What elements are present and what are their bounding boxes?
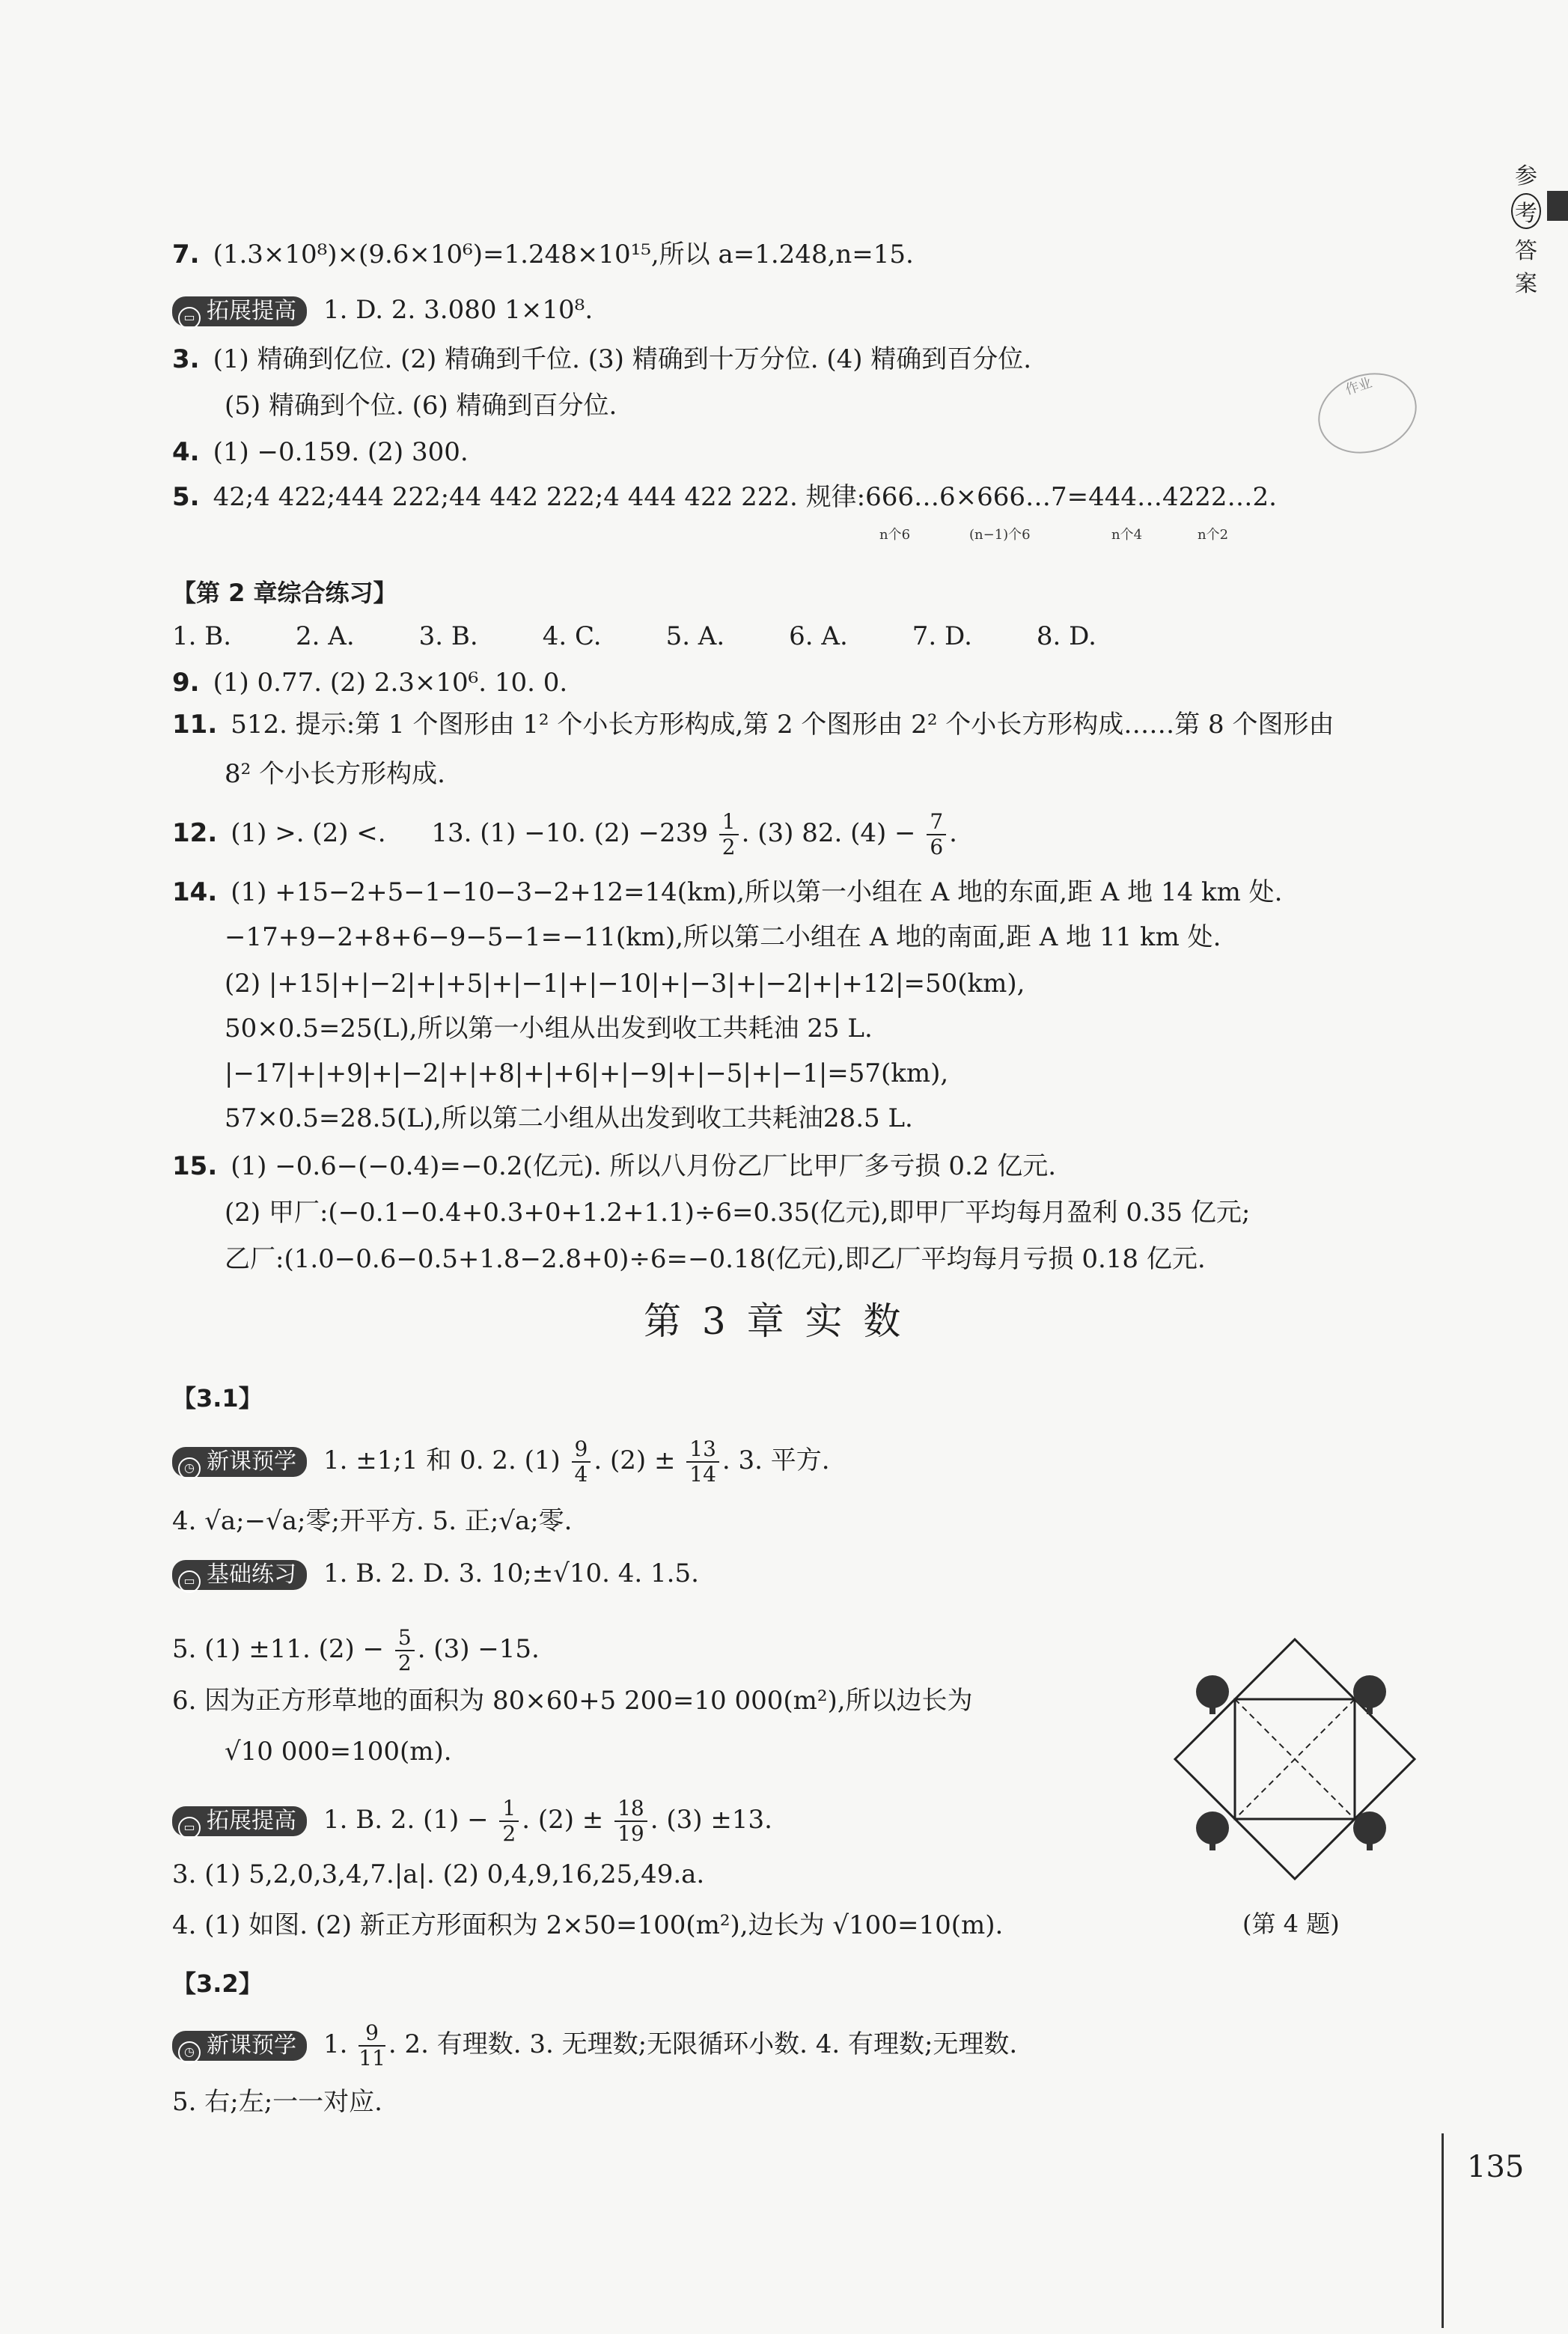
answer-text: . (2) ± bbox=[522, 1805, 604, 1835]
brace-label: n个4 bbox=[1111, 527, 1143, 543]
mc-answer: 1. B. bbox=[172, 621, 232, 651]
tree-icon bbox=[1353, 1675, 1386, 1714]
answer-text: . 2. 有理数. 3. 无理数;无限循环小数. 4. 有理数;无理数. bbox=[388, 2029, 1018, 2059]
q-number: 12. bbox=[172, 818, 218, 848]
numerator: 7 bbox=[927, 810, 946, 835]
answer-text: 1. B. 2. (1) − bbox=[323, 1805, 489, 1835]
answer-text: (1) +15−2+5−1−10−3−2+12=14(km),所以第一小组在 A 地的东面,距 A 地 14 km 处. bbox=[231, 877, 1283, 907]
answer-14b: −17+9−2+8+6−9−5−1=−11(km),所以第二小组在 A 地的南面,距 A 地 11 km 处. bbox=[225, 922, 1221, 952]
tag-label: 新课预学 bbox=[207, 2032, 296, 2059]
answer-text: 1. D. 2. 3.080 1×10⁸. bbox=[323, 295, 594, 325]
answer-14f: 57×0.5=28.5(L),所以第二小组从出发到收工共耗油28.5 L. bbox=[225, 1103, 913, 1133]
section-heading-ch2: 【第 2 章综合练习】 bbox=[172, 579, 397, 607]
answer-7 bbox=[172, 238, 914, 271]
numerator: 18 bbox=[614, 1797, 647, 1822]
page-number: 135 bbox=[1467, 2150, 1525, 2184]
fraction bbox=[927, 810, 946, 859]
fraction bbox=[395, 1626, 415, 1675]
denominator: 2 bbox=[397, 1651, 412, 1675]
square-figure bbox=[1168, 1632, 1422, 1886]
answer-14d: 50×0.5=25(L),所以第一小组从出发到收工共耗油 25 L. bbox=[225, 1014, 873, 1043]
tuozhan-row-4: 4. (1) 如图. (2) 新正方形面积为 2×50=100(m²),边长为 √100=10(m). bbox=[172, 1910, 1004, 1940]
figure-caption: (第 4 题) bbox=[1242, 1910, 1340, 1938]
denominator: 14 bbox=[689, 1462, 716, 1487]
q-number: 4. bbox=[172, 437, 200, 467]
mc-answer: 6. A. bbox=[789, 621, 848, 651]
section-tag bbox=[172, 296, 307, 326]
numerator: 5 bbox=[395, 1626, 415, 1651]
tag-label: 新课预学 bbox=[207, 1448, 296, 1475]
section-tag bbox=[172, 2031, 307, 2061]
q-number: 14. bbox=[172, 877, 218, 907]
section-tag bbox=[172, 1560, 307, 1590]
numerator: 1 bbox=[719, 810, 739, 835]
book-icon: ▭ bbox=[178, 307, 201, 329]
jichu-row-6b: √10 000=100(m). bbox=[225, 1737, 452, 1767]
tag-label: 拓展提高 bbox=[207, 1808, 296, 1834]
fraction bbox=[499, 1797, 519, 1846]
fraction bbox=[614, 1797, 647, 1846]
answer-text: 42;4 422;444 222;44 442 222;4 444 422 222. 规律:666…6×666…7=444…4222…2. bbox=[213, 482, 1277, 512]
fraction bbox=[686, 1437, 719, 1487]
clock-icon: ◷ bbox=[178, 2041, 201, 2064]
book-icon: ▭ bbox=[178, 1570, 201, 1593]
mc-answer: 2. A. bbox=[296, 621, 355, 651]
tag-label: 基础练习 bbox=[207, 1561, 296, 1588]
answer-text: 512. 提示:第 1 个图形由 1² 个小长方形构成,第 2 个图形由 2² 个小长方形构成……第 8 个图形由 bbox=[231, 710, 1334, 740]
xinke-row-1 bbox=[172, 1437, 830, 1487]
side-char: 答 bbox=[1515, 238, 1537, 264]
answer-14a bbox=[172, 876, 1282, 909]
chapter-title: 第 3 章 实 数 bbox=[644, 1299, 906, 1343]
denominator: 11 bbox=[359, 2046, 385, 2071]
mc-answer: 4. C. bbox=[542, 621, 602, 651]
q-number: 15. bbox=[172, 1151, 218, 1181]
answer-11a bbox=[172, 708, 1334, 741]
answer-3b: (5) 精确到个位. (6) 精确到百分位. bbox=[225, 391, 617, 421]
denominator: 19 bbox=[617, 1821, 644, 1846]
answer-3a bbox=[172, 343, 1031, 376]
book-icon: ▭ bbox=[178, 1817, 201, 1839]
q-number: 3. bbox=[172, 344, 200, 374]
answer-text: 5. (1) ±11. (2) − bbox=[172, 1634, 385, 1664]
q-number: 9. bbox=[172, 668, 200, 698]
page-divider bbox=[1442, 2133, 1444, 2328]
numerator: 13 bbox=[686, 1437, 719, 1463]
xinke-3-2-row-2: 5. 右;左;一一对应. bbox=[172, 2087, 382, 2117]
numerator: 9 bbox=[572, 1437, 591, 1463]
answer-text: . (2) ± bbox=[594, 1445, 676, 1475]
xinke-row-2: 4. √a;−√a;零;开平方. 5. 正;√a;零. bbox=[172, 1506, 573, 1536]
denominator: 6 bbox=[930, 835, 944, 859]
jichu-row-1 bbox=[172, 1557, 699, 1590]
fraction bbox=[572, 1437, 591, 1487]
jichu-row-6a: 6. 因为正方形草地的面积为 80×60+5 200=10 000(m²),所以边长为 bbox=[172, 1686, 973, 1716]
tree-icon bbox=[1353, 1812, 1386, 1850]
mc-answer: 5. A. bbox=[665, 621, 725, 651]
tag-label: 拓展提高 bbox=[207, 298, 296, 324]
answer-text: (1.3×10⁸)×(9.6×10⁶)=1.248×10¹⁵,所以 a=1.248,n=15. bbox=[213, 240, 914, 269]
side-label bbox=[1507, 157, 1546, 298]
answer-4 bbox=[172, 436, 469, 469]
tree-icon bbox=[1196, 1675, 1229, 1714]
answer-15b: (2) 甲厂:(−0.1−0.4+0.3+0+1.2+1.1)÷6=0.35(亿元),即甲厂平均每月盈利 0.35 亿元; bbox=[225, 1198, 1251, 1228]
brace-label: (n−1)个6 bbox=[969, 527, 1031, 543]
answer-text: (1) 精确到亿位. (2) 精确到千位. (3) 精确到十万分位. (4) 精确到百分位. bbox=[213, 344, 1032, 374]
fraction bbox=[719, 810, 739, 859]
answer-14c: (2) |+15|+|−2|+|+5|+|−1|+|−10|+|−3|+|−2|+|+12|=50(km), bbox=[225, 969, 1025, 999]
numerator: 1 bbox=[499, 1797, 519, 1822]
answer-text: 1. B. 2. D. 3. 10;±√10. 4. 1.5. bbox=[323, 1558, 699, 1588]
fraction bbox=[359, 2021, 385, 2071]
section-3-2: 【3.2】 bbox=[172, 1969, 263, 1998]
brace-label: n个6 bbox=[879, 527, 911, 543]
clock-icon: ◷ bbox=[178, 1457, 201, 1480]
q-number: 11. bbox=[172, 710, 218, 740]
side-bar bbox=[1547, 191, 1568, 221]
mc-row bbox=[172, 620, 1096, 653]
jichu-row-5 bbox=[172, 1626, 540, 1675]
section-tag bbox=[172, 1447, 307, 1477]
answer-text: . 3. 平方. bbox=[722, 1445, 830, 1475]
answer-text: . (3) ±13. bbox=[650, 1805, 772, 1835]
answer-text: . (3) 82. (4) − bbox=[741, 818, 916, 848]
mc-answer: 8. D. bbox=[1036, 621, 1096, 651]
answer-14e: |−17|+|+9|+|−2|+|+8|+|+6|+|−9|+|−5|+|−1|=57(km), bbox=[225, 1058, 949, 1088]
answer-5 bbox=[172, 481, 1277, 514]
brace-label: n个2 bbox=[1198, 527, 1229, 543]
q-number: 7. bbox=[172, 240, 200, 269]
answer-12-13 bbox=[172, 810, 957, 859]
denominator: 2 bbox=[502, 1821, 516, 1846]
section-3-1: 【3.1】 bbox=[172, 1384, 263, 1413]
answer-text: . (3) −15. bbox=[417, 1634, 540, 1664]
answer-text: (1) −0.6−(−0.4)=−0.2(亿元). 所以八月份乙厂比甲厂多亏损 0.2 亿元. bbox=[231, 1151, 1057, 1181]
side-char: 案 bbox=[1515, 271, 1537, 297]
denominator: 4 bbox=[574, 1462, 588, 1487]
period: . bbox=[949, 818, 957, 848]
answer-15a bbox=[172, 1150, 1056, 1183]
answer-text: 1. ±1;1 和 0. 2. (1) bbox=[323, 1445, 561, 1475]
homework-stamp bbox=[1308, 361, 1427, 466]
denominator: 2 bbox=[722, 835, 736, 859]
q-number: 5. bbox=[172, 482, 200, 512]
mc-answer: 7. D. bbox=[912, 621, 972, 651]
answer-text: (1) >. (2) <. bbox=[231, 818, 386, 848]
tuozhan-row-3: 3. (1) 5,2,0,3,4,7.|a|. (2) 0,4,9,16,25,49.a. bbox=[172, 1859, 705, 1889]
answer-text: (1) −0.159. (2) 300. bbox=[213, 437, 469, 467]
section-tag bbox=[172, 1806, 307, 1836]
numerator: 9 bbox=[359, 2021, 385, 2047]
tuozhan-row-1 bbox=[172, 293, 593, 326]
tree-icon bbox=[1196, 1812, 1229, 1850]
answer-text: 1. bbox=[323, 2029, 348, 2059]
xinke-3-2-row-1 bbox=[172, 2021, 1017, 2071]
mc-answer: 3. B. bbox=[418, 621, 478, 651]
answer-text: (1) 0.77. (2) 2.3×10⁶. 10. 0. bbox=[213, 668, 568, 698]
answer-11b: 8² 个小长方形构成. bbox=[225, 759, 445, 789]
answer-15c: 乙厂:(1.0−0.6−0.5+1.8−2.8+0)÷6=−0.18(亿元),即乙厂平均每月亏损 0.18 亿元. bbox=[225, 1244, 1206, 1274]
answer-text: 13. (1) −10. (2) −239 bbox=[431, 818, 708, 848]
tuozhan-row-2 bbox=[172, 1797, 772, 1846]
answer-9 bbox=[172, 666, 567, 699]
stamp-text: 作业 bbox=[1343, 374, 1374, 398]
side-char: 参 bbox=[1515, 163, 1537, 189]
side-char: 考 bbox=[1511, 193, 1541, 229]
